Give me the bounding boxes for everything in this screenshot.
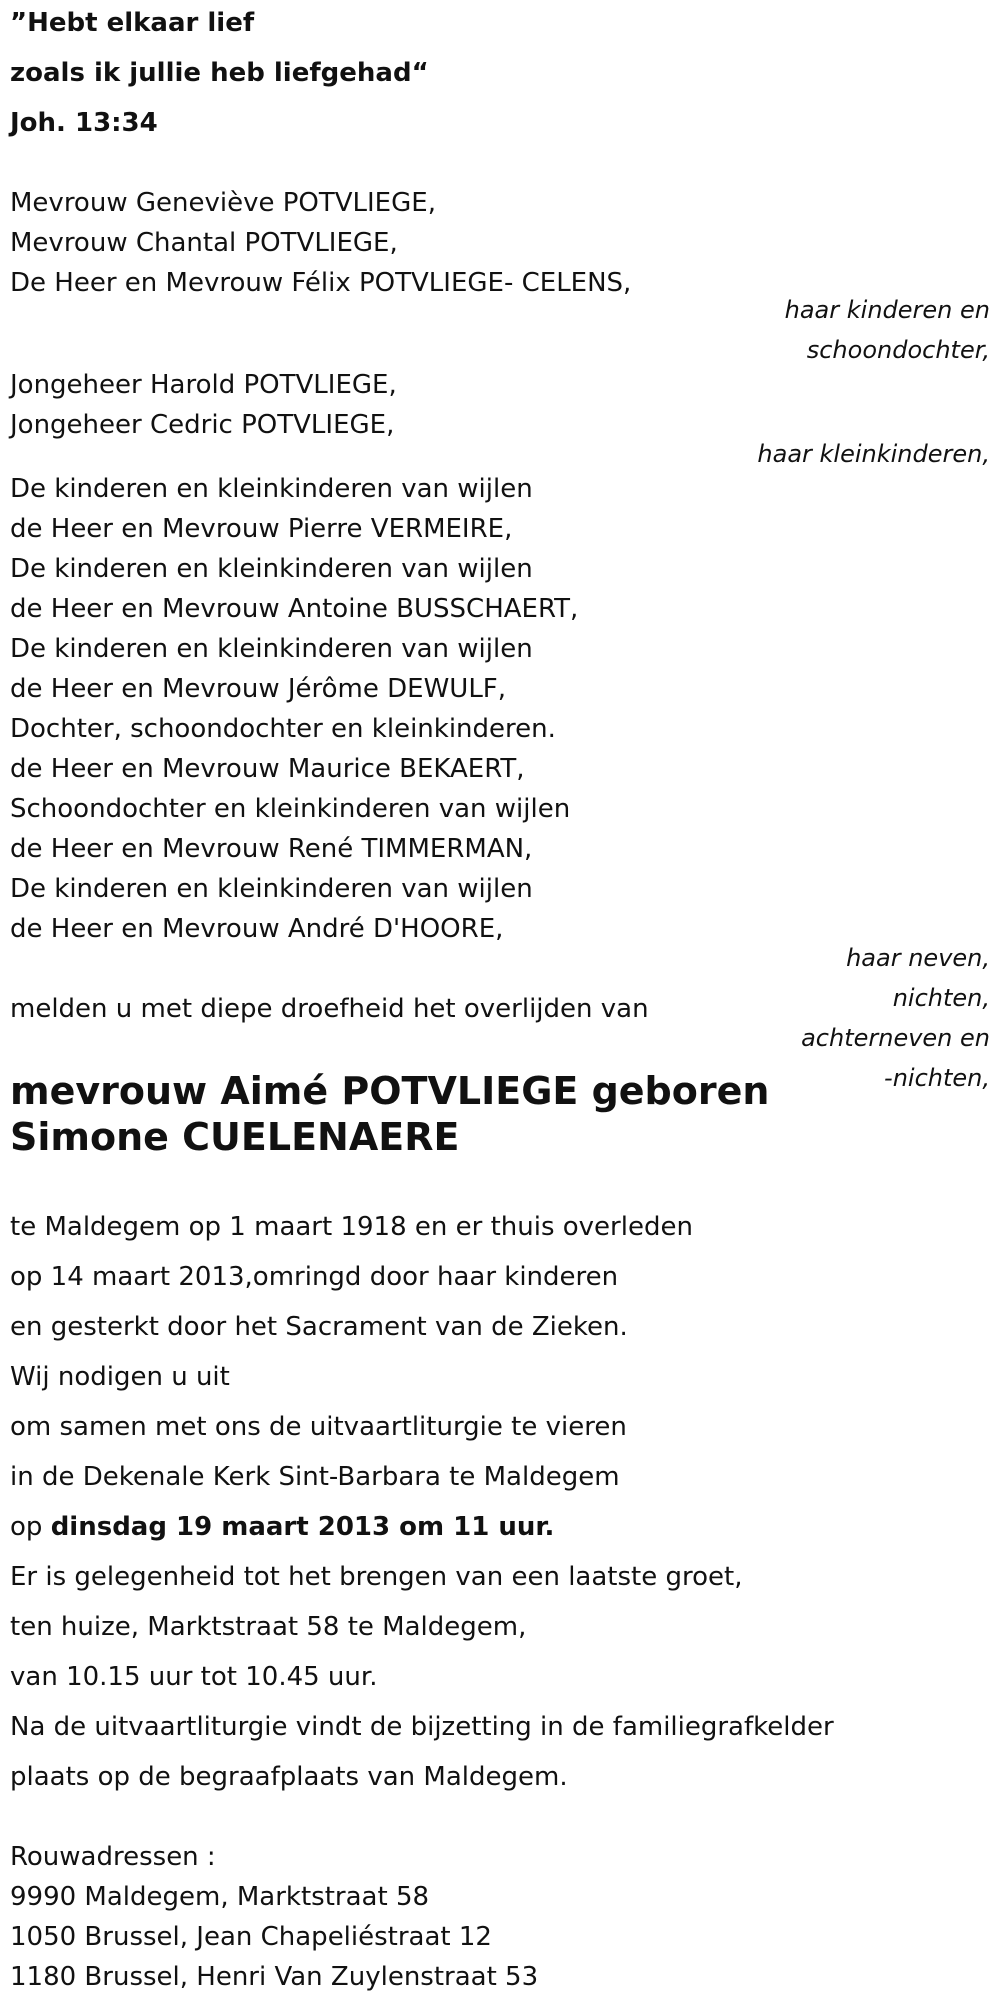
- family-line: De kinderen en kleinkinderen van wijlen: [10, 554, 533, 584]
- family-line: de Heer en Mevrouw Antoine BUSSCHAERT,: [10, 594, 579, 624]
- detail-line: van 10.15 uur tot 10.45 uur.: [10, 1662, 378, 1692]
- relation-label: [785, 290, 990, 370]
- quote-line: zoals ik jullie heb liefgehad“: [10, 58, 429, 88]
- family-line: Jongeheer Cedric POTVLIEGE,: [10, 410, 395, 440]
- family-line: de Heer en Mevrouw Jérôme DEWULF,: [10, 674, 507, 704]
- family-line: de Heer en Mevrouw Pierre VERMEIRE,: [10, 514, 513, 544]
- detail-line: en gesterkt door het Sacrament van de Zieken.: [10, 1312, 628, 1342]
- funeral-date: dinsdag 19 maart 2013 om 11 uur.: [50, 1512, 555, 1542]
- relation-line: schoondochter,: [806, 336, 990, 364]
- family-line: Dochter, schoondochter en kleinkinderen.: [10, 714, 556, 744]
- deceased-name-line: mevrouw Aimé POTVLIEGE geboren: [10, 1069, 770, 1113]
- family-line: de Heer en Mevrouw André D'HOORE,: [10, 914, 504, 944]
- detail-prefix: op: [10, 1512, 43, 1542]
- address-line: 1050 Brussel, Jean Chapeliéstraat 12: [10, 1922, 492, 1952]
- detail-line: op 14 maart 2013,omringd door haar kinderen: [10, 1262, 619, 1292]
- detail-line: [10, 1512, 554, 1542]
- detail-line: ten huize, Marktstraat 58 te Maldegem,: [10, 1612, 527, 1642]
- quote-reference: Joh. 13:34: [10, 108, 158, 138]
- family-line: De kinderen en kleinkinderen van wijlen: [10, 874, 533, 904]
- announcement: melden u met diepe droefheid het overlijden van: [10, 994, 649, 1024]
- relation-line: nichten,: [892, 984, 990, 1012]
- family-line: De kinderen en kleinkinderen van wijlen: [10, 474, 533, 504]
- family-line: Mevrouw Geneviève POTVLIEGE,: [10, 188, 436, 218]
- family-line: Mevrouw Chantal POTVLIEGE,: [10, 228, 398, 258]
- relation-line: -nichten,: [884, 1064, 990, 1092]
- relation-label: [757, 434, 990, 474]
- addresses-heading: Rouwadressen :: [10, 1842, 216, 1872]
- detail-line: te Maldegem op 1 maart 1918 en er thuis overleden: [10, 1212, 693, 1242]
- relation-line: haar kinderen en: [784, 296, 990, 324]
- relation-line: haar kleinkinderen,: [757, 440, 990, 468]
- family-line: De Heer en Mevrouw Félix POTVLIEGE- CELENS,: [10, 268, 632, 298]
- detail-line: Na de uitvaartliturgie vindt de bijzetting in de familiegrafkelder: [10, 1712, 834, 1742]
- quote-line: ”Hebt elkaar lief: [10, 8, 255, 38]
- family-line: de Heer en Mevrouw René TIMMERMAN,: [10, 834, 533, 864]
- family-line: Jongeheer Harold POTVLIEGE,: [10, 370, 397, 400]
- deceased-name: [10, 1068, 769, 1160]
- detail-line: Wij nodigen u uit: [10, 1362, 230, 1392]
- family-line: de Heer en Mevrouw Maurice BEKAERT,: [10, 754, 525, 784]
- detail-line: om samen met ons de uitvaartliturgie te vieren: [10, 1412, 627, 1442]
- family-line: Schoondochter en kleinkinderen van wijlen: [10, 794, 571, 824]
- relation-line: haar neven,: [846, 944, 990, 972]
- detail-line: Er is gelegenheid tot het brengen van een laatste groet,: [10, 1562, 743, 1592]
- deceased-name-line: Simone CUELENAERE: [10, 1115, 460, 1159]
- family-line: De kinderen en kleinkinderen van wijlen: [10, 634, 533, 664]
- relation-line: achterneven en: [801, 1024, 990, 1052]
- address-line: 1180 Brussel, Henri Van Zuylenstraat 53: [10, 1962, 539, 1992]
- detail-line: plaats op de begraafplaats van Maldegem.: [10, 1762, 568, 1792]
- address-line: 9990 Maldegem, Marktstraat 58: [10, 1882, 430, 1912]
- relation-label: [801, 938, 990, 1098]
- detail-line: in de Dekenale Kerk Sint-Barbara te Maldegem: [10, 1462, 620, 1492]
